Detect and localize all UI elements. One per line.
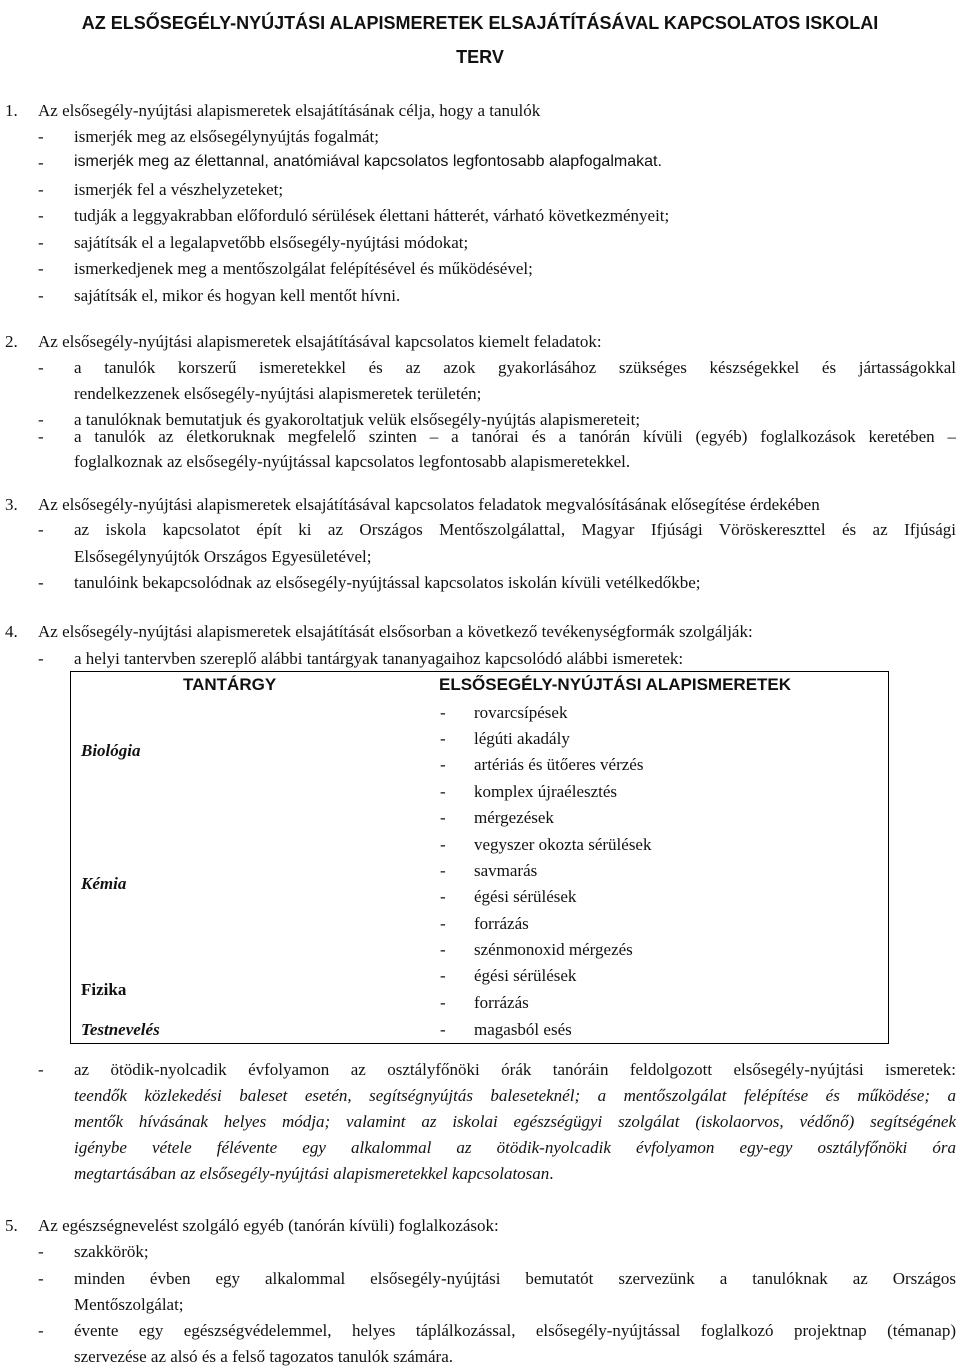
- s5-item-3-line-2: szervezése az alsó és a felső tagozatos tanulók számára.: [74, 1347, 454, 1366]
- dash: -: [38, 127, 44, 146]
- topic-item: forrázás: [474, 993, 529, 1012]
- section-5-intro: Az egészségnevelést szolgáló egyéb (tanórán kívüli) foglalkozások:: [38, 1216, 499, 1235]
- s4-item-2-line-4: [74, 1164, 554, 1184]
- s4-item-1: a helyi tantervben szereplő alábbi tantárgyak tananyagaihoz kapcsolódó alábbi ismeretek:: [74, 649, 684, 668]
- dash: -: [440, 755, 446, 774]
- dash: -: [38, 180, 44, 199]
- subject-testneveles: Testnevelés: [81, 1020, 160, 1039]
- s2-item-3-line-2: foglalkoznak az elsősegély-nyújtással kapcsolatos legfontosabb alapismeretekkel.: [74, 452, 631, 471]
- s4-item-2-head: az ötödik-nyolcadik évfolyamon az osztályfőnöki órák tanóráin feldolgozott elsősegély-nyújtási ismeretek:: [74, 1060, 956, 1079]
- dash: -: [440, 729, 446, 748]
- topic-item: magasból esés: [474, 1020, 572, 1039]
- section-4-intro: Az elsősegély-nyújtási alapismeretek elsajátítását elsősorban a következő tevékenységformák szolgálják:: [38, 622, 753, 641]
- section-2-intro: Az elsősegély-nyújtási alapismeretek elsajátításával kapcsolatos kiemelt feladatok:: [38, 332, 602, 351]
- dash: -: [440, 993, 446, 1012]
- s1-item-3: ismerjék fel a vészhelyzeteket;: [74, 180, 284, 199]
- dash: -: [38, 427, 44, 446]
- subject-biologia: Biológia: [81, 741, 141, 760]
- dash: -: [38, 1242, 44, 1261]
- topic-item: légúti akadály: [474, 729, 570, 748]
- section-1-number: 1.: [5, 101, 18, 120]
- s1-item-1: ismerjék meg az elsősegélynyújtás fogalmát;: [74, 127, 379, 146]
- dash: -: [440, 887, 446, 906]
- s4-item-2-line-3: igénybe vétele félévente egy alkalommal az ötödik-nyolcadik évfolyamon egy-egy osztályfőnöki óra: [74, 1138, 956, 1157]
- s5-item-3-line-1: évente egy egészségvédelemmel, helyes táplálkozással, elsősegély-nyújtással foglalkozó projektnap (témanap): [74, 1321, 956, 1340]
- table-header-subject: TANTÁRGY: [183, 675, 277, 694]
- s1-item-2: ismerjék meg az élettannal, anatómiával kapcsolatos legfontosabb alapfogalmakat.: [74, 153, 662, 170]
- s2-item-3-line-1: a tanulók az életkoruknak megfelelő szinten – a tanórai és a tanórán kívüli (egyéb) foglalkozások keretében –: [74, 427, 956, 446]
- dash: -: [38, 153, 44, 172]
- dash: -: [440, 940, 446, 959]
- dash: -: [38, 573, 44, 592]
- dash: -: [38, 410, 44, 429]
- title-line-1: AZ ELSŐSEGÉLY-NYÚJTÁSI ALAPISMERETEK ELSAJÁTÍTÁSÁVAL KAPCSOLATOS ISKOLAI: [81, 13, 879, 33]
- topic-item: szénmonoxid mérgezés: [474, 940, 633, 959]
- table-header-topics: ELSŐSEGÉLY-NYÚJTÁSI ALAPISMERETEK: [439, 675, 792, 694]
- s4-item-2-line-4-text: megtartásában az elsősegély-nyújtási alapismeretekkel kapcsolatosan: [74, 1164, 550, 1183]
- topic-item: rovarcsípések: [474, 703, 568, 722]
- section-1-intro: Az elsősegély-nyújtási alapismeretek elsajátításának célja, hogy a tanulók: [38, 101, 541, 120]
- s3-item-1-line-2: Elsősegélynyújtók Országos Egyesületével;: [74, 547, 372, 566]
- s2-item-2: a tanulóknak bemutatjuk és gyakoroltatjuk velük elsősegély-nyújtás alapismereteit;: [74, 410, 641, 429]
- s1-item-7: sajátítsák el, mikor és hogyan kell mentőt hívni.: [74, 286, 401, 305]
- dash: -: [440, 914, 446, 933]
- dash: -: [38, 206, 44, 225]
- s3-item-1-line-1: az iskola kapcsolatot épít ki az Országos Mentőszolgálattal, Magyar Ifjúsági Vöröskereszttel és az Ifjúsági: [74, 520, 956, 539]
- s3-item-2: tanulóink bekapcsolódnak az elsősegély-nyújtással kapcsolatos iskolán kívüli vetélkedőkbe;: [74, 573, 701, 592]
- title-line-2: TERV: [456, 47, 504, 67]
- topic-item: égési sérülések: [474, 966, 577, 985]
- dash: -: [440, 861, 446, 880]
- curriculum-table: [70, 671, 889, 1044]
- subject-fizika: Fizika: [81, 980, 127, 999]
- s4-item-2-line-1: teendők közlekedési baleset esetén, segítségnyújtás baleseteknél; a mentőszolgálat felépítése és működése; a: [74, 1086, 956, 1105]
- s1-item-5: sajátítsák el a legalapvetőbb elsősegély-nyújtási módokat;: [74, 233, 469, 252]
- dash: -: [440, 1020, 446, 1039]
- topic-item: vegyszer okozta sérülések: [474, 835, 652, 854]
- topic-item: mérgezések: [474, 808, 554, 827]
- dash: -: [38, 233, 44, 252]
- section-4-number: 4.: [5, 622, 18, 641]
- dash: -: [440, 703, 446, 722]
- topic-item: savmarás: [474, 861, 538, 880]
- s5-item-2-line-2: Mentőszolgálat;: [74, 1295, 184, 1314]
- dash: -: [440, 835, 446, 854]
- s2-item-1-line-1: a tanulók korszerű ismeretekkel és az azok gyakorlásához szükséges készségekkel és jártasságokkal: [74, 358, 956, 377]
- subject-kemia: Kémia: [81, 874, 127, 893]
- dash: -: [38, 259, 44, 278]
- dash: -: [440, 782, 446, 801]
- dash: -: [38, 1060, 44, 1079]
- topic-item: komplex újraélesztés: [474, 782, 618, 801]
- topic-item: forrázás: [474, 914, 529, 933]
- dash: -: [440, 808, 446, 827]
- s4-item-2-line-2: mentők hívásának helyes módja; valamint az iskolai egészségügyi szolgálat (iskolaorvos, védőnő) segítségének: [74, 1112, 956, 1131]
- dash: -: [38, 520, 44, 539]
- dash: -: [440, 966, 446, 985]
- section-2-number: 2.: [5, 332, 18, 351]
- dash: -: [38, 286, 44, 305]
- topic-item: égési sérülések: [474, 887, 577, 906]
- s5-item-1: szakkörök;: [74, 1242, 149, 1261]
- s1-item-4: tudják a leggyakrabban előforduló sérülések élettani hátterét, várható következményeit;: [74, 206, 670, 225]
- dash: -: [38, 1269, 44, 1288]
- s5-item-2-line-1: minden évben egy alkalommal elsősegély-nyújtási bemutatót szervezünk a tanulóknak az Országos: [74, 1269, 956, 1288]
- s2-item-1-line-2: rendelkezzenek elsősegély-nyújtási alapismeretek területén;: [74, 384, 482, 403]
- s4-item-2-line-4-period: .: [549, 1164, 554, 1183]
- s1-item-6: ismerkedjenek meg a mentőszolgálat felépítésével és működésével;: [74, 259, 533, 278]
- dash: -: [38, 1321, 44, 1340]
- topic-item: artériás és ütőeres vérzés: [474, 755, 644, 774]
- section-3-intro: Az elsősegély-nyújtási alapismeretek elsajátításával kapcsolatos feladatok megvalósításának elősegítése érdekében: [38, 495, 820, 514]
- section-3-number: 3.: [5, 495, 18, 514]
- dash: -: [38, 358, 44, 377]
- document-title: [0, 6, 960, 74]
- section-5-number: 5.: [5, 1216, 18, 1235]
- dash: -: [38, 649, 44, 668]
